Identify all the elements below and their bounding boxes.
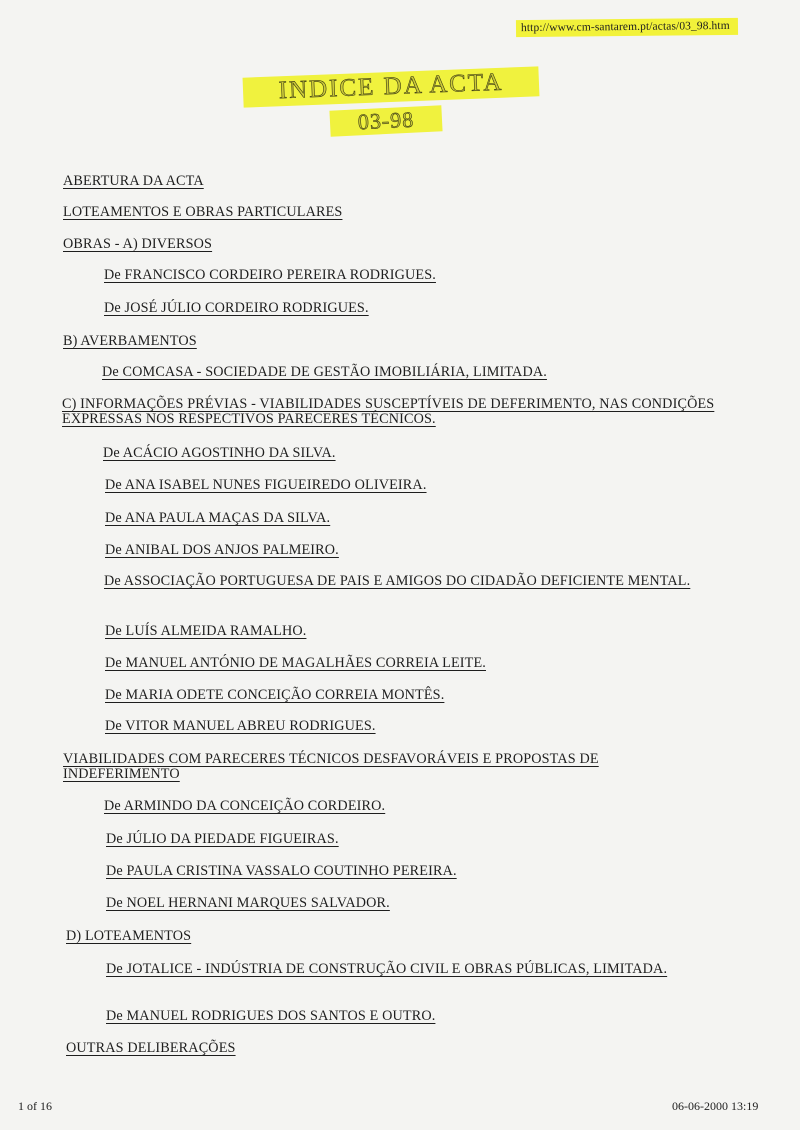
index-entry-loteamentos: D) LOTEAMENTOS — [66, 928, 192, 944]
index-subentry: De MANUEL RODRIGUES DOS SANTOS E OUTRO. — [106, 1008, 436, 1024]
index-subentry: De NOEL HERNANI MARQUES SALVADOR. — [106, 895, 390, 911]
print-datetime: 06-06-2000 13:19 — [672, 1099, 759, 1113]
index-entry-loteamentos-obras: LOTEAMENTOS E OBRAS PARTICULARES — [63, 204, 343, 220]
index-subentry: De ANA ISABEL NUNES FIGUEIREDO OLIVEIRA. — [105, 477, 427, 493]
index-subentry: De LUÍS ALMEIDA RAMALHO. — [105, 623, 307, 639]
index-entry-obras-diversos: OBRAS - A) DIVERSOS — [63, 236, 213, 252]
page-number: 1 of 16 — [18, 1099, 52, 1113]
index-subentry: De JÚLIO DA PIEDADE FIGUEIRAS. — [106, 831, 339, 847]
index-subentry: De ANA PAULA MAÇAS DA SILVA. — [105, 510, 331, 526]
index-subentry: De COMCASA - SOCIEDADE DE GESTÃO IMOBILIÁRIA, LIMITADA. — [102, 364, 547, 380]
index-entry-viabilidades: VIABILIDADES COM PARECERES TÉCNICOS DESFAVORÁVEIS E PROPOSTAS DE INDEFERIMENTO — [63, 751, 599, 782]
index-entry-outras: OUTRAS DELIBERAÇÕES — [66, 1040, 236, 1056]
index-subentry: De JOSÉ JÚLIO CORDEIRO RODRIGUES. — [104, 300, 369, 316]
index-subentry: De MANUEL ANTÓNIO DE MAGALHÃES CORREIA LEITE. — [105, 655, 486, 671]
index-subentry: De ARMINDO DA CONCEIÇÃO CORDEIRO. — [104, 798, 386, 814]
index-subentry: De VITOR MANUEL ABREU RODRIGUES. — [105, 718, 376, 734]
document-subtitle: 03-98 — [329, 105, 442, 136]
index-subentry: De ANIBAL DOS ANJOS PALMEIRO. — [105, 542, 339, 558]
document-title: INDICE DA ACTA — [243, 66, 540, 107]
index-subentry: De PAULA CRISTINA VASSALO COUTINHO PEREIRA. — [106, 863, 457, 879]
index-subentry: De FRANCISCO CORDEIRO PEREIRA RODRIGUES. — [104, 267, 436, 283]
index-entry-averbamentos: B) AVERBAMENTOS — [63, 333, 197, 349]
index-subentry: De MARIA ODETE CONCEIÇÃO CORREIA MONTÊS. — [105, 687, 445, 703]
index-entry-informacoes: C) INFORMAÇÕES PRÉVIAS - VIABILIDADES SUSCEPTÍVEIS DE DEFERIMENTO, NAS CONDIÇÕES EXPRESSAS NOS RESPECTIVOS PARECERES TÉCNICOS. — [62, 396, 715, 427]
source-url: http://www.cm-santarem.pt/actas/03_98.htm — [516, 18, 738, 37]
index-subentry: De JOTALICE - INDÚSTRIA DE CONSTRUÇÃO CIVIL E OBRAS PÚBLICAS, LIMITADA. — [106, 961, 668, 977]
index-subentry: De ACÁCIO AGOSTINHO DA SILVA. — [103, 445, 336, 461]
index-subentry: De ASSOCIAÇÃO PORTUGUESA DE PAIS E AMIGOS DO CIDADÃO DEFICIENTE MENTAL. — [104, 573, 691, 589]
index-entry-abertura: ABERTURA DA ACTA — [63, 173, 204, 189]
